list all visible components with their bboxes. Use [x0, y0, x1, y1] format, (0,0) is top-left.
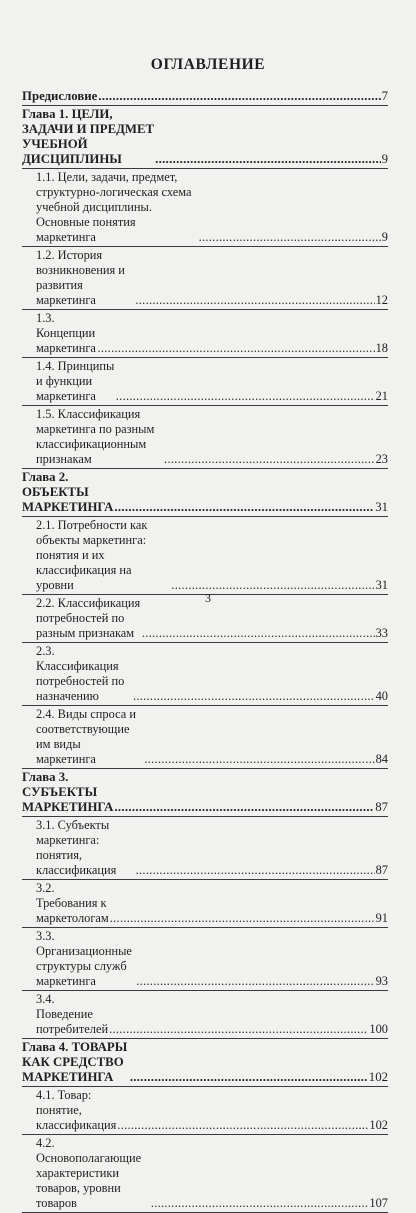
toc-leader-dots — [144, 752, 374, 767]
toc-entry-title: 2.2. Классификация потребностей по разным признакам — [36, 596, 141, 640]
toc-leader-dots — [164, 452, 375, 467]
toc-entry-title: 1.4. Принципы и функции маркетинга — [36, 359, 115, 403]
toc-chapter-entry — [22, 469, 388, 517]
toc-leader-dots — [98, 89, 380, 104]
toc-entry-page: 9 — [381, 230, 388, 244]
toc-entry-title: Глава 2. ОБЪЕКТЫ МАРКЕТИНГА — [22, 470, 114, 514]
toc-entry-title: 1.5. Классификация маркетинга по разным классификационным признакам — [36, 407, 155, 466]
toc-entry-title: 3.2. Требования к маркетологам — [36, 881, 109, 925]
toc-section-entry — [22, 169, 388, 247]
toc-leader-dots — [136, 974, 374, 989]
toc-entry-title: 1.2. История возникновения и развития маркетинга — [36, 248, 125, 307]
toc-entry-page: 31 — [375, 500, 388, 514]
toc-leader-dots — [116, 389, 375, 404]
toc-entry-title: Глава 3. СУБЪЕКТЫ МАРКЕТИНГА — [22, 770, 114, 814]
toc-leader-dots — [114, 500, 374, 515]
toc-leader-dots — [151, 1196, 369, 1211]
toc-leader-dots — [142, 626, 375, 641]
toc-section-entry — [22, 1135, 388, 1213]
toc-entry-title: Глава 1. ЦЕЛИ, ЗАДАЧИ И ПРЕДМЕТ УЧЕБНОЙ ДИСЦИПЛИНЫ — [22, 107, 155, 166]
toc-entry-title: 1.1. Цели, задачи, предмет, структурно-логическая схема учебной дисциплины. Основные понятия маркетинга — [36, 170, 192, 244]
toc-leader-dots — [114, 800, 374, 815]
toc-entry-page: 91 — [375, 911, 388, 925]
toc-entry-page: 87 — [375, 800, 388, 814]
toc-entry-title: Предисловие — [22, 89, 98, 103]
toc-section-entry — [22, 1087, 388, 1135]
toc-section-entry — [22, 247, 388, 310]
toc-entry-title: 3.4. Поведение потребителей — [36, 992, 109, 1036]
page-title: ОГЛАВЛЕНИЕ — [150, 56, 266, 73]
toc-entry-title: 4.2. Основополагающие характеристики товаров, уровни товаров — [36, 1136, 142, 1210]
toc-chapter-entry — [22, 106, 388, 169]
toc-section-entry — [22, 991, 388, 1039]
toc-section-entry — [22, 358, 388, 406]
toc-entry-page: 93 — [375, 974, 388, 988]
toc-entry-page: 31 — [375, 578, 388, 592]
toc-entry-page: 40 — [375, 689, 388, 703]
toc-entry-title: 2.4. Виды спроса и соответствующие им виды маркетинга — [36, 707, 137, 766]
toc-entry-page: 107 — [369, 1196, 388, 1210]
toc-section-entry — [22, 928, 388, 991]
toc-entry-page: 9 — [381, 152, 388, 166]
toc-leader-dots — [136, 863, 375, 878]
toc-entry-page: 102 — [369, 1118, 388, 1132]
toc-leader-dots — [199, 230, 381, 245]
toc-leader-dots — [110, 911, 375, 926]
toc-leader-dots — [109, 1022, 368, 1037]
toc-entry-page: 84 — [375, 752, 388, 766]
toc-entry-title: 2.1. Потребности как объекты маркетинга: понятия и их классификация на уровни — [36, 518, 148, 592]
toc-leader-dots — [117, 1118, 368, 1133]
toc-section-entry — [22, 643, 388, 706]
toc-entry-page: 23 — [375, 452, 388, 466]
toc-entry-page: 100 — [369, 1022, 388, 1036]
toc-leader-dots — [155, 152, 380, 167]
toc-section-entry — [22, 517, 388, 595]
toc-entry-page: 21 — [375, 389, 388, 403]
toc-entry-page: 18 — [375, 341, 388, 355]
toc-leader-dots — [135, 293, 374, 308]
toc-entry-title: 1.3. Концепции маркетинга — [36, 311, 96, 355]
toc-section-entry — [22, 817, 388, 880]
toc-section-entry — [22, 406, 388, 469]
toc-entry-page: 7 — [381, 89, 388, 103]
toc-entry-page: 87 — [375, 863, 388, 877]
toc-entry-page: 102 — [368, 1070, 388, 1084]
toc-leader-dots — [97, 341, 374, 356]
toc-entry-page: 33 — [375, 626, 388, 640]
toc-leader-dots — [130, 1070, 368, 1085]
toc-chapter-entry — [22, 769, 388, 817]
toc-chapter-entry — [22, 1039, 388, 1087]
toc-entry-title: 4.1. Товар: понятие, классификация — [36, 1088, 117, 1132]
toc-entry-page: 12 — [375, 293, 388, 307]
table-of-contents — [22, 88, 388, 1213]
toc-section-entry — [22, 310, 388, 358]
toc-entry-title: Глава 4. ТОВАРЫ КАК СРЕДСТВО МАРКЕТИНГА — [22, 1040, 128, 1084]
toc-entry-title: 3.3. Организационные структуры служб маркетинга — [36, 929, 132, 988]
toc-entry-title: 2.3. Классификация потребностей по назначению — [36, 644, 125, 703]
toc-section-entry — [22, 880, 388, 928]
toc-chapter-entry — [22, 88, 388, 106]
toc-section-entry — [22, 706, 388, 769]
page-number: 3 — [205, 591, 211, 605]
toc-leader-dots — [133, 689, 375, 704]
toc-entry-title: 3.1. Субъекты маркетинга: понятия, классификация — [36, 818, 117, 877]
